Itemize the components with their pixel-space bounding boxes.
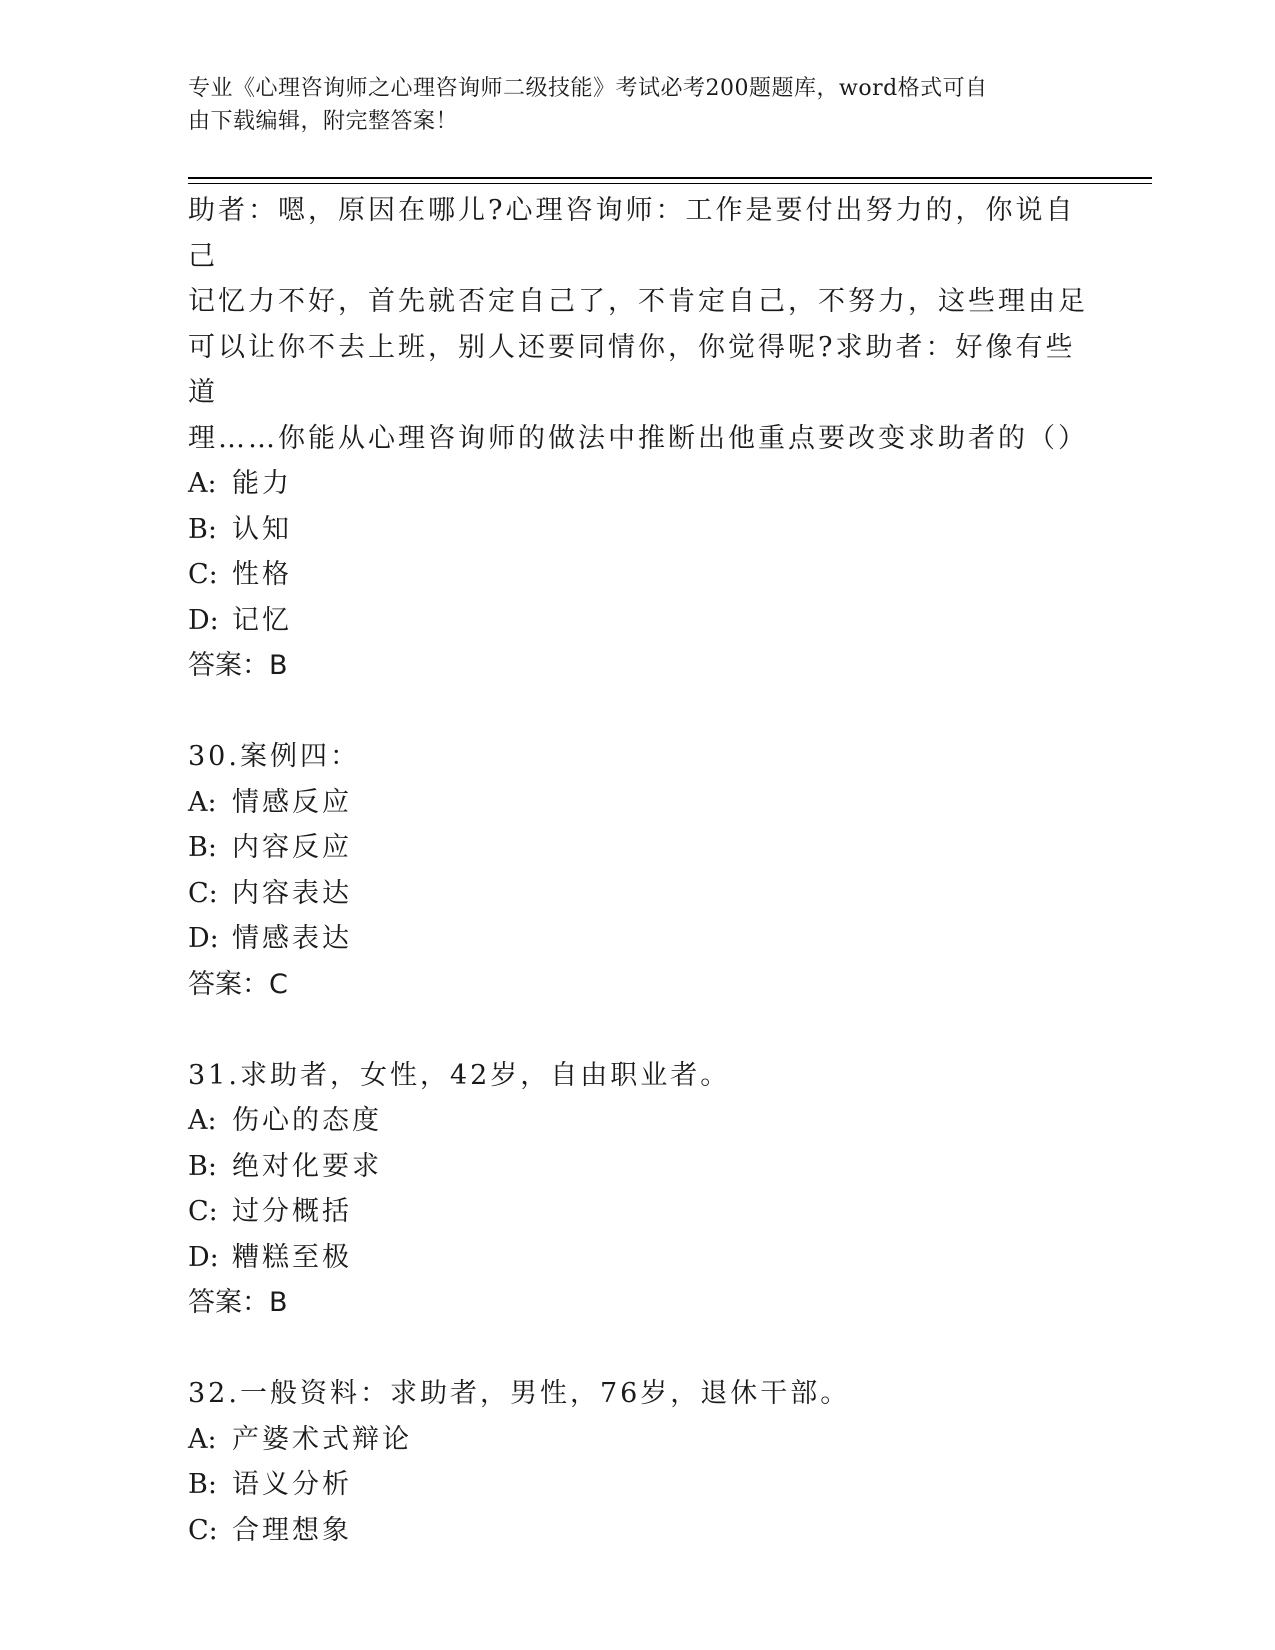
question-30 bbox=[188, 734, 1088, 1007]
document-body bbox=[188, 188, 1088, 1553]
option-a bbox=[188, 780, 1088, 826]
option-label: C: bbox=[188, 1196, 218, 1227]
question-text-line: 助者：嗯，原因在哪儿?心理咨询师：工作是要付出努力的，你说自己 bbox=[188, 195, 1076, 272]
option-text: 过分概括 bbox=[232, 1196, 352, 1227]
question-32 bbox=[188, 1371, 1088, 1553]
option-label: C: bbox=[188, 559, 218, 590]
option-b bbox=[188, 1462, 1088, 1508]
option-label: D: bbox=[188, 1241, 219, 1273]
question-text-line: 记忆力不好，首先就否定自己了，不肯定自己，不努力，这些理由足 bbox=[188, 286, 1088, 317]
option-label: A: bbox=[188, 1423, 217, 1455]
option-text: 情感反应 bbox=[232, 786, 352, 818]
answer-line: 答案：B bbox=[188, 650, 288, 681]
option-a bbox=[188, 461, 1088, 507]
option-a bbox=[188, 1417, 1088, 1463]
option-c bbox=[188, 1189, 1088, 1235]
spacer bbox=[188, 1007, 1088, 1053]
document-header bbox=[188, 72, 1068, 138]
option-text: 情感表达 bbox=[232, 923, 352, 954]
option-label: B: bbox=[188, 832, 217, 863]
option-a bbox=[188, 1098, 1088, 1144]
option-text: 伤心的态度 bbox=[232, 1105, 382, 1136]
header-line-2: 由下载编辑，附完整答案！ bbox=[188, 109, 459, 134]
option-text: 能力 bbox=[232, 468, 292, 499]
option-d bbox=[188, 1235, 1088, 1281]
question-title: 30.案例四： bbox=[188, 741, 360, 772]
option-text: 内容表达 bbox=[232, 877, 352, 909]
option-text: 糟糕至极 bbox=[232, 1241, 352, 1273]
answer-line: 答案：B bbox=[188, 1287, 288, 1318]
option-text: 性格 bbox=[232, 559, 292, 590]
option-c bbox=[188, 1508, 1088, 1554]
option-text: 产婆术式辩论 bbox=[232, 1423, 412, 1455]
option-d bbox=[188, 598, 1088, 644]
spacer bbox=[188, 1326, 1088, 1372]
question-continued bbox=[188, 188, 1088, 689]
option-label: B: bbox=[188, 1469, 217, 1500]
option-b bbox=[188, 825, 1088, 871]
header-line-1: 专业《心理咨询师之心理咨询师二级技能》考试必考200题题库，word格式可自 bbox=[188, 76, 988, 101]
option-b bbox=[188, 1144, 1088, 1190]
question-text-line: 可以让你不去上班，别人还要同情你，你觉得呢?求助者：好像有些道 bbox=[188, 331, 1076, 408]
option-label: B: bbox=[188, 1150, 217, 1182]
option-text: 绝对化要求 bbox=[232, 1150, 382, 1182]
option-label: A: bbox=[188, 468, 217, 499]
option-label: A: bbox=[188, 1105, 217, 1136]
question-title: 32.一般资料：求助者，男性，76岁，退休干部。 bbox=[188, 1378, 851, 1409]
option-label: C: bbox=[188, 1514, 218, 1546]
option-text: 认知 bbox=[232, 513, 292, 545]
question-title: 31.求助者，女性，42岁，自由职业者。 bbox=[188, 1059, 731, 1091]
option-label: D: bbox=[188, 923, 219, 954]
question-text-line: 理……你能从心理咨询师的做法中推断出他重点要改变求助者的（） bbox=[188, 422, 1088, 454]
option-text: 合理想象 bbox=[232, 1514, 352, 1546]
option-b bbox=[188, 507, 1088, 553]
option-text: 记忆 bbox=[232, 604, 292, 636]
header-rule-thick bbox=[188, 177, 1152, 179]
option-d bbox=[188, 916, 1088, 962]
option-c bbox=[188, 552, 1088, 598]
option-label: B: bbox=[188, 513, 217, 545]
option-c bbox=[188, 871, 1088, 917]
option-label: A: bbox=[188, 786, 217, 818]
spacer bbox=[188, 689, 1088, 735]
option-text: 语义分析 bbox=[232, 1469, 352, 1500]
header-rule-thin bbox=[188, 183, 1152, 184]
answer-line: 答案：C bbox=[188, 968, 288, 1000]
option-label: D: bbox=[188, 604, 219, 636]
option-text: 内容反应 bbox=[232, 832, 352, 863]
option-label: C: bbox=[188, 877, 218, 909]
question-31 bbox=[188, 1053, 1088, 1326]
